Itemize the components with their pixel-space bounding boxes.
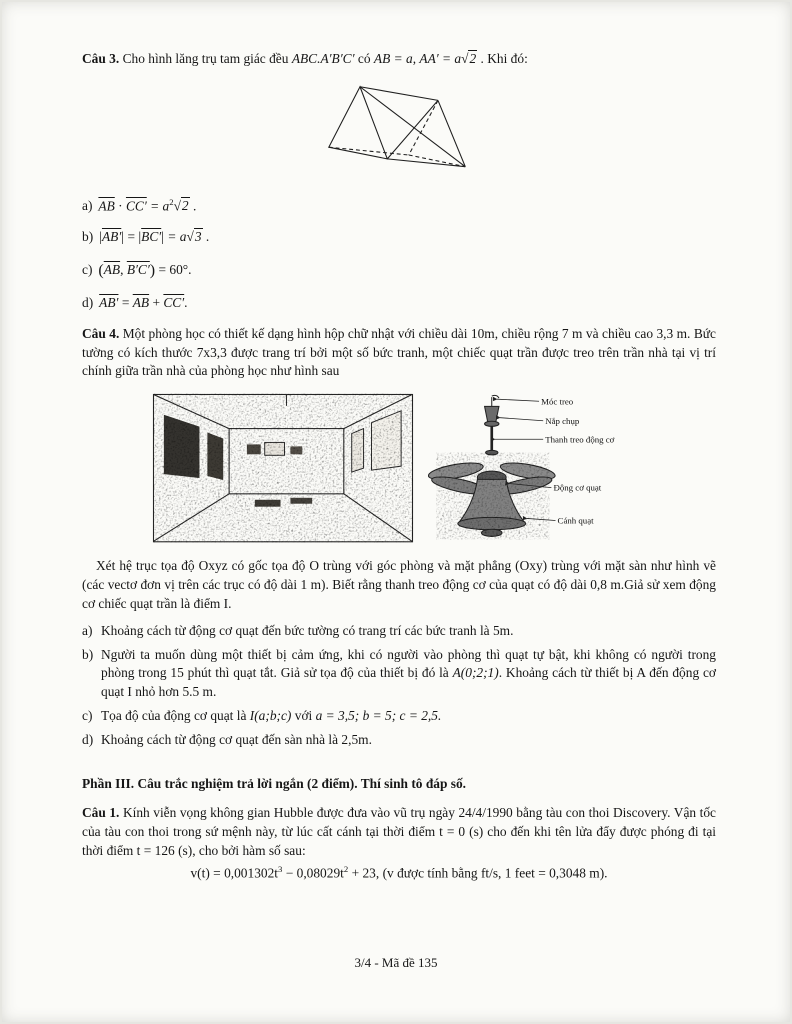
cau4-option-a xyxy=(82,622,716,641)
equals: = xyxy=(127,229,135,245)
fan-label-blade: Cánh quạt xyxy=(557,515,594,526)
hook-icon xyxy=(492,396,499,399)
room-sketch xyxy=(152,393,414,543)
fan-cap xyxy=(485,407,499,422)
exponent-2: 2 xyxy=(343,864,349,875)
cau3-solid-name: ABC.A′B′C′ xyxy=(291,51,355,66)
scan-grain xyxy=(436,453,549,539)
vector-cc-prime: CC′ xyxy=(163,295,185,311)
close-paren: ) xyxy=(149,261,156,279)
option-c-label: c) xyxy=(82,707,93,723)
formula-part-3: + 23, (v được tính bằng ft/s, 1 feet = 0,3048 m). xyxy=(348,865,608,881)
prism-figure xyxy=(320,77,478,184)
leader-cap xyxy=(500,418,543,421)
formula-part-2: − 0,08029t xyxy=(282,865,344,881)
sqrt-sign: √ xyxy=(461,51,469,66)
option-a-text: Khoảng cách từ động cơ quạt đến bức tường có trang trí các bức tranh là 5m. xyxy=(101,622,514,638)
vector-ab-prime: AB′ xyxy=(99,295,119,311)
vector-ab-prime: AB′ xyxy=(101,229,122,245)
cau4-heading xyxy=(82,325,716,381)
option-d-text: Khoảng cách từ động cơ quạt đến sàn nhà là 2,5m. xyxy=(101,731,372,747)
radicand: 2 xyxy=(181,198,189,214)
fan-label-rod: Thanh treo động cơ xyxy=(545,434,615,445)
cau3-option-a xyxy=(82,196,716,216)
option-a-label: a) xyxy=(82,198,93,214)
abs-bar: | xyxy=(161,230,165,246)
cau3-aa-radicand: 2 xyxy=(469,51,477,66)
option-d-label: d) xyxy=(82,295,94,311)
cau3-text-3: . Khi đó: xyxy=(480,51,528,66)
cau3-ab: AB = a xyxy=(373,51,413,66)
cap-base xyxy=(485,421,499,426)
option-b-label: b) xyxy=(82,229,94,245)
vector-cc: CC′ xyxy=(125,198,147,214)
ceiling-fan-diagram xyxy=(428,393,646,547)
cau4-option-b xyxy=(82,646,716,702)
vector-ab: $\overline{AB}$ xyxy=(98,198,115,214)
cau4-option-d xyxy=(82,731,716,750)
equals-a: = a xyxy=(150,198,170,214)
cau3-text-1: Cho hình lăng trụ tam giác đều xyxy=(122,51,289,66)
cau1-body: Kính viễn vọng không gian Hubble được đưa vào vũ trụ ngày 24/4/1990 bằng tàu con thoi Discovery. Vận tốc của tàu con thoi trong sứ mệnh này, từ lúc cất cánh tại thời điểm t = 0 (s) cho đến khi tên lửa đẩy được phóng đi tại thời điểm t = 126 (s), cho bởi hàm số sau: xyxy=(82,805,716,858)
cau4-body: Một phòng học có thiết kế dạng hình hộp chữ nhật với chiều dài 10m, chiều rộng 7 m và chiều cao 3,3 m. Bức tường có kích thước 7x3,3 được trang trí bởi một số bức tranh, một chiếc quạt trần được treo trên trần nhà tại vị trí chính giữa trần nhà của phòng học như hình sau xyxy=(82,325,716,379)
period: . xyxy=(184,295,188,311)
velocity-formula xyxy=(82,863,716,883)
page-footer: 3/4 - Mã đề 135 xyxy=(354,954,438,970)
option-b-text-1: Người ta muốn dùng một thiết bị cảm ứng, khi có người vào phòng thì quạt tự bật, khi không có người trong phòng trong 15 phút thì quạt tắt. Giả sử tọa độ của thiết bị đó là xyxy=(101,646,716,681)
point-i-coords: I(a;b;c) xyxy=(249,707,292,723)
vector-bprime-cprime: B′C′ xyxy=(126,261,150,277)
cau4-option-c xyxy=(82,707,716,726)
abc-values: a = 3,5; b = 5; c = 2,5. xyxy=(315,707,442,723)
part3-heading: Phần III. Câu trắc nghiệm trả lời ngắn (2 điểm). Thí sinh tô đáp số. xyxy=(82,776,467,792)
plus: + xyxy=(152,295,161,311)
option-c-text-1: Tọa độ của động cơ quạt là xyxy=(101,707,247,723)
cau4-label: Câu 4. xyxy=(82,325,120,341)
vector-ab: $\overline{AB}$ xyxy=(103,261,121,277)
triangular-prism-drawing xyxy=(321,77,477,178)
exponent: 2 xyxy=(169,196,174,207)
vector-bc-prime: BC′ xyxy=(141,229,162,245)
cau1-label: Câu 1. xyxy=(82,805,120,821)
cau3-option-b xyxy=(82,228,716,248)
option-c-label: c) xyxy=(82,261,93,277)
cau1-paragraph xyxy=(82,804,716,860)
cau4-note: Xét hệ trục tọa độ Oxyz có gốc tọa độ O trùng với góc phòng và mặt phẳng (Oxy) trùng với mặt sàn như hình vẽ (các vectơ đơn vị trên các trục có độ dài 1 m). Biết rằng thanh treo động cơ của quạt có độ dài 0,8 m.Giả sử xem động cơ chiếc quạt trần là điểm I. xyxy=(82,558,716,611)
leader-hook xyxy=(497,399,539,401)
equals: = xyxy=(121,295,130,311)
cau3-text-2: có xyxy=(357,51,371,66)
cau3-option-c xyxy=(82,260,716,282)
formula-part-1: v(t) = 0,001302t xyxy=(190,865,279,881)
sqrt-sign: √ xyxy=(186,229,194,245)
cau3-sep: , xyxy=(412,51,417,66)
cau3-label: Câu 3. xyxy=(82,51,120,66)
abs-bar: | xyxy=(121,230,125,246)
cau3-option-d xyxy=(82,294,716,313)
option-d-label: d) xyxy=(82,731,94,747)
option-b-label: b) xyxy=(82,646,94,662)
scan-grain xyxy=(153,394,413,542)
option-b-text-2: . Khoảng cách từ thiết bị A đến động cơ quạt I nhỏ hơn 5.5 m. xyxy=(101,665,717,700)
fan-label-cap: Nắp chụp xyxy=(545,416,580,427)
equals-a: = a xyxy=(167,229,187,245)
radicand: 3 xyxy=(194,229,202,245)
option-a-label: a) xyxy=(82,622,93,638)
cau3-heading xyxy=(82,50,716,69)
exponent-3: 3 xyxy=(278,864,283,875)
point-a-coords: A(0;2;1) xyxy=(452,665,499,681)
period: . xyxy=(192,198,197,214)
abs-bar: | xyxy=(99,230,102,246)
vector-ab: $\overline{AB}$ xyxy=(132,295,150,311)
comma: , xyxy=(120,261,124,277)
fan-label-motor: Động cơ quạt xyxy=(553,482,602,493)
open-paren: ( xyxy=(98,261,104,279)
period: . xyxy=(205,229,210,245)
abs-bar: | xyxy=(138,230,142,246)
dot-operator: · xyxy=(118,198,123,214)
equals-60: = 60°. xyxy=(158,261,192,277)
option-c-text-2: với xyxy=(294,707,313,723)
sqrt-sign: √ xyxy=(173,198,181,214)
fan-label-hook: Móc treo xyxy=(541,396,574,407)
cau3-aa: AA′ = a xyxy=(419,51,462,66)
cau4-figures xyxy=(82,393,716,547)
